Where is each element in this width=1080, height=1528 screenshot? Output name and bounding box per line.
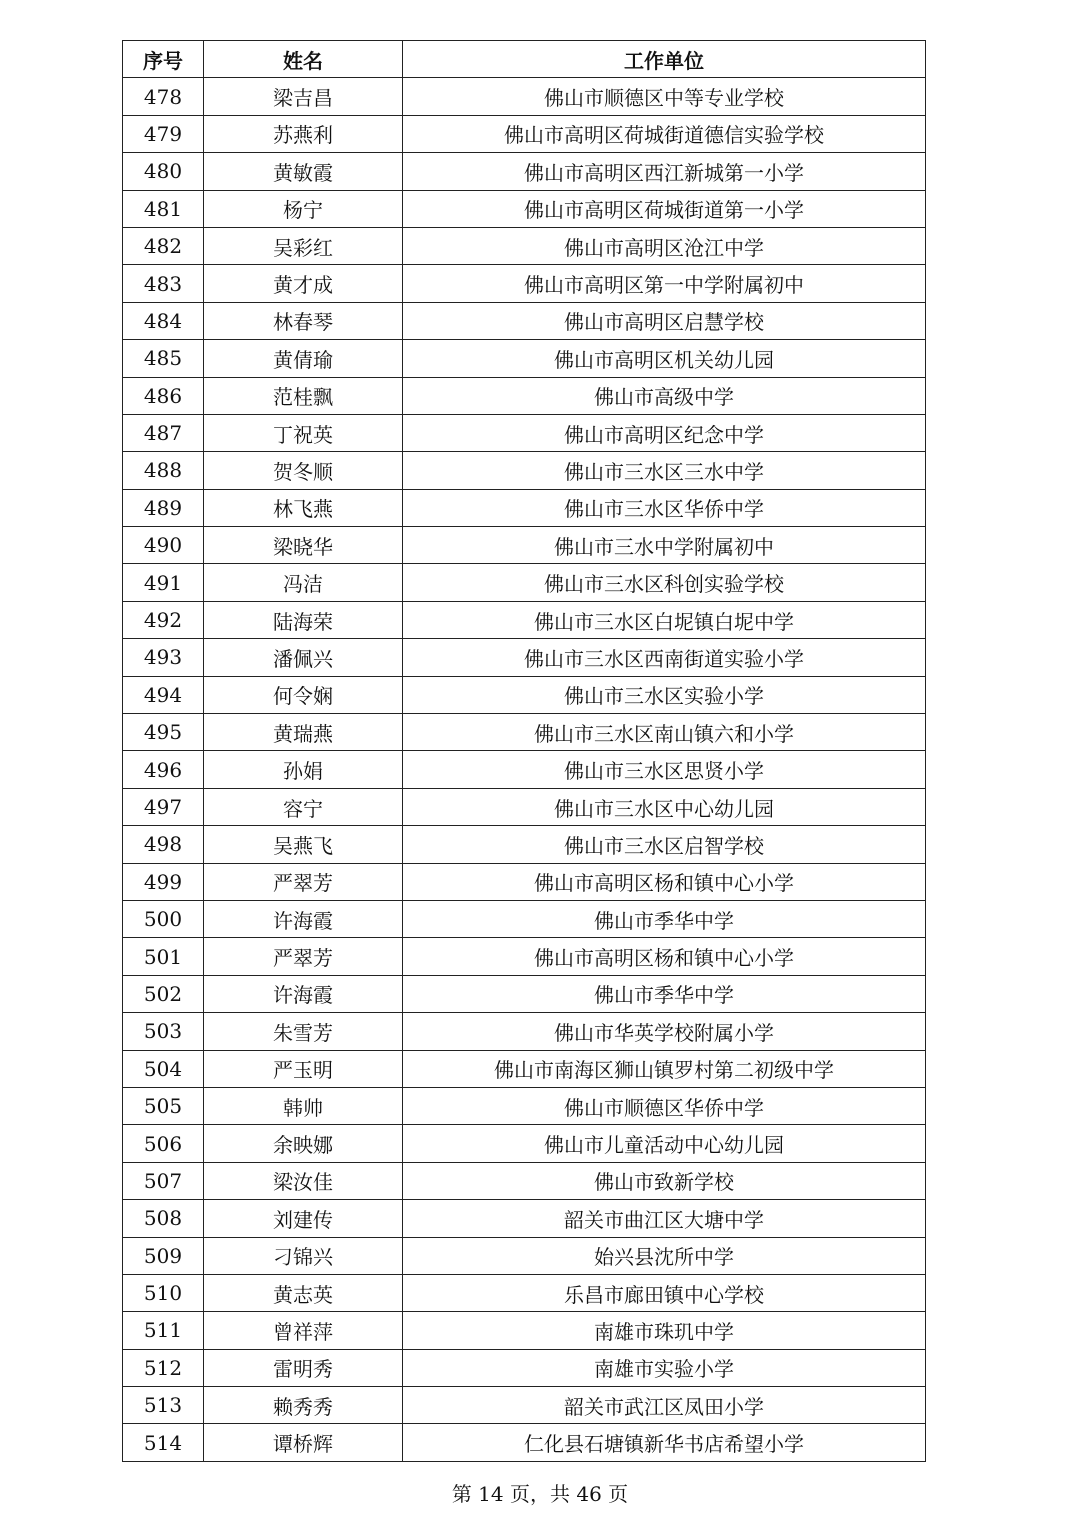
workplace-cell: 乐昌市廊田镇中心学校 xyxy=(403,1274,926,1311)
name-cell: 赖秀秀 xyxy=(204,1387,403,1424)
table-row xyxy=(123,863,926,900)
workplace-cell: 韶关市武江区凤田小学 xyxy=(403,1387,926,1424)
workplace-cell: 佛山市三水区实验小学 xyxy=(403,676,926,713)
serial-number-cell: 502 xyxy=(123,975,204,1012)
table-row xyxy=(123,340,926,377)
header-name: 姓名 xyxy=(204,41,403,78)
serial-number-cell: 482 xyxy=(123,227,204,264)
workplace-cell: 佛山市三水区启智学校 xyxy=(403,826,926,863)
workplace-cell: 佛山市高明区杨和镇中心小学 xyxy=(403,863,926,900)
name-cell: 刘建传 xyxy=(204,1200,403,1237)
name-cell: 苏燕利 xyxy=(204,115,403,152)
table-row xyxy=(123,788,926,825)
name-cell: 孙娟 xyxy=(204,751,403,788)
serial-number-cell: 507 xyxy=(123,1162,204,1199)
name-cell: 朱雪芳 xyxy=(204,1013,403,1050)
name-cell: 容宁 xyxy=(204,788,403,825)
workplace-cell: 佛山市高明区纪念中学 xyxy=(403,414,926,451)
serial-number-cell: 499 xyxy=(123,863,204,900)
name-cell: 雷明秀 xyxy=(204,1349,403,1386)
name-cell: 杨宁 xyxy=(204,190,403,227)
workplace-cell: 佛山市三水区白坭镇白坭中学 xyxy=(403,601,926,638)
table-row xyxy=(123,601,926,638)
table-row xyxy=(123,265,926,302)
workplace-cell: 佛山市季华中学 xyxy=(403,900,926,937)
table-row xyxy=(123,1312,926,1349)
workplace-cell: 佛山市三水区思贤小学 xyxy=(403,751,926,788)
name-cell: 黄瑞燕 xyxy=(204,714,403,751)
table-row xyxy=(123,78,926,115)
workplace-cell: 佛山市高明区机关幼儿园 xyxy=(403,340,926,377)
name-cell: 严翠芳 xyxy=(204,863,403,900)
name-cell: 许海霞 xyxy=(204,975,403,1012)
table-row xyxy=(123,1087,926,1124)
table-body xyxy=(123,78,926,1461)
name-cell: 林春琴 xyxy=(204,302,403,339)
table-row xyxy=(123,1387,926,1424)
serial-number-cell: 506 xyxy=(123,1125,204,1162)
serial-number-cell: 492 xyxy=(123,601,204,638)
name-cell: 潘佩兴 xyxy=(204,639,403,676)
serial-number-cell: 500 xyxy=(123,900,204,937)
workplace-cell: 佛山市三水区南山镇六和小学 xyxy=(403,714,926,751)
table-row xyxy=(123,751,926,788)
name-cell: 严玉明 xyxy=(204,1050,403,1087)
workplace-cell: 佛山市三水中学附属初中 xyxy=(403,527,926,564)
serial-number-cell: 512 xyxy=(123,1349,204,1386)
serial-number-cell: 495 xyxy=(123,714,204,751)
workplace-cell: 佛山市致新学校 xyxy=(403,1162,926,1199)
workplace-cell: 佛山市顺德区中等专业学校 xyxy=(403,78,926,115)
workplace-cell: 佛山市顺德区华侨中学 xyxy=(403,1087,926,1124)
serial-number-cell: 511 xyxy=(123,1312,204,1349)
workplace-cell: 佛山市三水区科创实验学校 xyxy=(403,564,926,601)
serial-number-cell: 488 xyxy=(123,452,204,489)
table-row xyxy=(123,1200,926,1237)
table-row xyxy=(123,153,926,190)
table-row xyxy=(123,1274,926,1311)
name-cell: 黄志英 xyxy=(204,1274,403,1311)
roster-table xyxy=(122,40,926,1462)
name-cell: 谭桥辉 xyxy=(204,1424,403,1461)
workplace-cell: 佛山市高级中学 xyxy=(403,377,926,414)
workplace-cell: 佛山市三水区中心幼儿园 xyxy=(403,788,926,825)
table-row xyxy=(123,676,926,713)
table-row xyxy=(123,302,926,339)
workplace-cell: 韶关市曲江区大塘中学 xyxy=(403,1200,926,1237)
table-row xyxy=(123,1162,926,1199)
name-cell: 丁祝英 xyxy=(204,414,403,451)
workplace-cell: 仁化县石塘镇新华书店希望小学 xyxy=(403,1424,926,1461)
workplace-cell: 佛山市高明区第一中学附属初中 xyxy=(403,265,926,302)
serial-number-cell: 497 xyxy=(123,788,204,825)
serial-number-cell: 496 xyxy=(123,751,204,788)
table-row xyxy=(123,714,926,751)
header-workplace: 工作单位 xyxy=(403,41,926,78)
name-cell: 吴燕飞 xyxy=(204,826,403,863)
name-cell: 许海霞 xyxy=(204,900,403,937)
serial-number-cell: 503 xyxy=(123,1013,204,1050)
name-cell: 黄敏霞 xyxy=(204,153,403,190)
name-cell: 梁汝佳 xyxy=(204,1162,403,1199)
table-row xyxy=(123,1013,926,1050)
table-row xyxy=(123,452,926,489)
name-cell: 韩帅 xyxy=(204,1087,403,1124)
name-cell: 范桂飘 xyxy=(204,377,403,414)
serial-number-cell: 479 xyxy=(123,115,204,152)
table-row xyxy=(123,1125,926,1162)
name-cell: 余映娜 xyxy=(204,1125,403,1162)
serial-number-cell: 514 xyxy=(123,1424,204,1461)
name-cell: 黄倩瑜 xyxy=(204,340,403,377)
name-cell: 吴彩红 xyxy=(204,227,403,264)
table-row xyxy=(123,826,926,863)
name-cell: 严翠芳 xyxy=(204,938,403,975)
header-row xyxy=(123,41,926,78)
workplace-cell: 始兴县沈所中学 xyxy=(403,1237,926,1274)
serial-number-cell: 478 xyxy=(123,78,204,115)
table-row xyxy=(123,489,926,526)
serial-number-cell: 498 xyxy=(123,826,204,863)
name-cell: 陆海荣 xyxy=(204,601,403,638)
table-row xyxy=(123,190,926,227)
serial-number-cell: 504 xyxy=(123,1050,204,1087)
workplace-cell: 佛山市三水区华侨中学 xyxy=(403,489,926,526)
table-row xyxy=(123,975,926,1012)
workplace-cell: 佛山市高明区启慧学校 xyxy=(403,302,926,339)
header-serial-number: 序号 xyxy=(123,41,204,78)
name-cell: 冯洁 xyxy=(204,564,403,601)
workplace-cell: 佛山市南海区狮山镇罗村第二初级中学 xyxy=(403,1050,926,1087)
serial-number-cell: 485 xyxy=(123,340,204,377)
table-header xyxy=(123,41,926,78)
workplace-cell: 佛山市高明区西江新城第一小学 xyxy=(403,153,926,190)
serial-number-cell: 513 xyxy=(123,1387,204,1424)
serial-number-cell: 487 xyxy=(123,414,204,451)
table-row xyxy=(123,377,926,414)
serial-number-cell: 510 xyxy=(123,1274,204,1311)
workplace-cell: 佛山市高明区杨和镇中心小学 xyxy=(403,938,926,975)
serial-number-cell: 509 xyxy=(123,1237,204,1274)
table-row xyxy=(123,1237,926,1274)
workplace-cell: 佛山市高明区荷城街道德信实验学校 xyxy=(403,115,926,152)
workplace-cell: 佛山市儿童活动中心幼儿园 xyxy=(403,1125,926,1162)
name-cell: 梁吉昌 xyxy=(204,78,403,115)
table-row xyxy=(123,115,926,152)
serial-number-cell: 508 xyxy=(123,1200,204,1237)
table-row xyxy=(123,527,926,564)
serial-number-cell: 494 xyxy=(123,676,204,713)
table-row xyxy=(123,938,926,975)
workplace-cell: 佛山市高明区沧江中学 xyxy=(403,227,926,264)
serial-number-cell: 489 xyxy=(123,489,204,526)
workplace-cell: 佛山市季华中学 xyxy=(403,975,926,1012)
name-cell: 林飞燕 xyxy=(204,489,403,526)
serial-number-cell: 501 xyxy=(123,938,204,975)
name-cell: 何令娴 xyxy=(204,676,403,713)
workplace-cell: 南雄市实验小学 xyxy=(403,1349,926,1386)
serial-number-cell: 490 xyxy=(123,527,204,564)
name-cell: 黄才成 xyxy=(204,265,403,302)
serial-number-cell: 480 xyxy=(123,153,204,190)
workplace-cell: 佛山市三水区三水中学 xyxy=(403,452,926,489)
table-row xyxy=(123,227,926,264)
serial-number-cell: 505 xyxy=(123,1087,204,1124)
name-cell: 曾祥萍 xyxy=(204,1312,403,1349)
table-row xyxy=(123,639,926,676)
table-row xyxy=(123,1349,926,1386)
serial-number-cell: 491 xyxy=(123,564,204,601)
table-row xyxy=(123,414,926,451)
name-cell: 贺冬顺 xyxy=(204,452,403,489)
serial-number-cell: 481 xyxy=(123,190,204,227)
table-row xyxy=(123,1050,926,1087)
name-cell: 刁锦兴 xyxy=(204,1237,403,1274)
serial-number-cell: 486 xyxy=(123,377,204,414)
page-footer: 第 14 页，共 46 页 xyxy=(451,1482,629,1506)
name-cell: 梁晓华 xyxy=(204,527,403,564)
workplace-cell: 佛山市高明区荷城街道第一小学 xyxy=(403,190,926,227)
serial-number-cell: 493 xyxy=(123,639,204,676)
serial-number-cell: 484 xyxy=(123,302,204,339)
table-row xyxy=(123,564,926,601)
table-row xyxy=(123,1424,926,1461)
workplace-cell: 佛山市三水区西南街道实验小学 xyxy=(403,639,926,676)
workplace-cell: 佛山市华英学校附属小学 xyxy=(403,1013,926,1050)
workplace-cell: 南雄市珠玑中学 xyxy=(403,1312,926,1349)
table-row xyxy=(123,900,926,937)
serial-number-cell: 483 xyxy=(123,265,204,302)
